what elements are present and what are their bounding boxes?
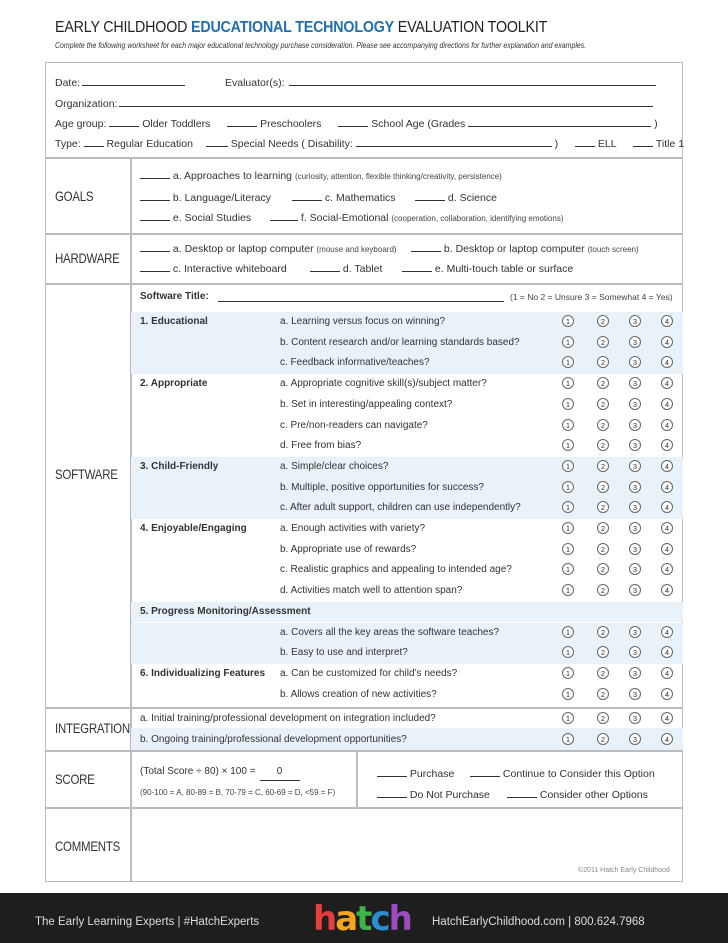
software-row	[131, 685, 683, 706]
software-row	[131, 436, 683, 457]
software-row	[131, 395, 683, 416]
integration-heading: INTEGRATION	[55, 720, 130, 736]
rating-2-option[interactable]: 2	[597, 563, 609, 575]
hardware-b: b. Desktop or laptop computer (touch screen)	[411, 241, 639, 255]
criteria-question: b. Appropriate use of rewards?	[280, 543, 417, 555]
rating-1-option[interactable]: 1	[562, 626, 574, 638]
title1-field[interactable]	[633, 136, 653, 147]
footer-contact[interactable]: HatchEarlyChildhood.com | 800.624.7968	[432, 916, 645, 928]
criteria-question: c. Realistic graphics and appealing to intended age?	[280, 564, 512, 576]
page-title: EARLY CHILDHOOD EDUCATIONAL TECHNOLOGY EVALUATION TOOLKIT	[55, 19, 548, 36]
goals-heading: GOALS	[55, 188, 94, 204]
organization-label: Organization:	[55, 96, 653, 110]
no-purchase-option: Do Not Purchase	[377, 787, 490, 801]
rating-3-option[interactable]: 3	[629, 522, 641, 534]
rating-2-option[interactable]: 2	[597, 688, 609, 700]
criteria-category: 6. Individualizing Features	[140, 667, 266, 679]
integration-question: b. Ongoing training/professional development opportunities?	[140, 734, 407, 745]
logo-letter: c	[370, 899, 389, 939]
rating-1-option[interactable]: 1	[562, 377, 574, 389]
rating-2-option[interactable]: 2	[597, 733, 609, 745]
rating-3-option[interactable]: 3	[629, 563, 641, 575]
hardware-b-field[interactable]	[411, 241, 441, 252]
criteria-question: c. After adult support, children can use independently?	[280, 502, 521, 514]
hardware-e-field[interactable]	[402, 261, 432, 272]
criteria-category: 2. Appropriate	[140, 378, 208, 390]
rating-2-option[interactable]: 2	[597, 356, 609, 368]
rating-2-option[interactable]: 2	[597, 626, 609, 638]
rating-3-option[interactable]: 3	[629, 733, 641, 745]
score-grades: (90-100 = A, 80-89 = B, 70-79 = C, 60-69 = D, <59 = F)	[140, 788, 336, 797]
ell-field[interactable]	[575, 136, 595, 147]
criteria-question: a. Appropriate cognitive skill(s)/subject matter?	[280, 378, 487, 390]
goal-b-field[interactable]	[140, 190, 170, 201]
software-title-field[interactable]	[218, 291, 504, 302]
rating-1-option[interactable]: 1	[562, 398, 574, 410]
criteria-question: a. Covers all the key areas the software teaches?	[280, 626, 500, 638]
rating-1-option[interactable]: 1	[562, 563, 574, 575]
footer-bar	[0, 893, 728, 943]
other-option: Consider other Options	[507, 787, 648, 801]
hardware-d-field[interactable]	[310, 261, 340, 272]
rating-4-option[interactable]: 4	[661, 377, 673, 389]
other-options-field[interactable]	[507, 787, 537, 798]
rating-4-option[interactable]: 4	[661, 501, 673, 513]
criteria-question: d. Free from bias?	[280, 440, 362, 452]
rating-2-option[interactable]: 2	[597, 481, 609, 493]
rating-3-option[interactable]: 3	[629, 688, 641, 700]
rating-2-option[interactable]: 2	[597, 419, 609, 431]
copyright: ©2011 Hatch Early Childhood	[578, 867, 670, 874]
evaluator-field[interactable]	[289, 75, 656, 86]
software-row	[131, 457, 683, 478]
hardware-c-field[interactable]	[140, 261, 170, 272]
software-title-label: Software Title:	[140, 291, 209, 302]
goal-c-field[interactable]	[292, 190, 322, 201]
rating-3-option[interactable]: 3	[629, 356, 641, 368]
hatch-logo	[313, 899, 411, 939]
rating-1-option[interactable]: 1	[562, 439, 574, 451]
comments-heading: COMMENTS	[55, 838, 120, 854]
hardware-heading: HARDWARE	[55, 250, 120, 266]
hardware-c: c. Interactive whiteboard	[140, 261, 287, 275]
rating-2-option[interactable]: 2	[597, 315, 609, 327]
rating-3-option[interactable]: 3	[629, 543, 641, 555]
software-row	[131, 540, 683, 561]
rating-4-option[interactable]: 4	[661, 584, 673, 596]
rating-4-option[interactable]: 4	[661, 563, 673, 575]
rating-4-option[interactable]: 4	[661, 712, 673, 724]
rating-1-option[interactable]: 1	[562, 646, 574, 658]
rating-1-option[interactable]: 1	[562, 501, 574, 513]
rating-1-option[interactable]: 1	[562, 522, 574, 534]
rating-1-option[interactable]: 1	[562, 419, 574, 431]
rating-3-option[interactable]: 3	[629, 336, 641, 348]
date-label: Date:	[55, 75, 185, 89]
hardware-e: e. Multi-touch table or surface	[402, 261, 573, 275]
goal-b: b. Language/Literacy	[140, 190, 271, 204]
rating-3-option[interactable]: 3	[629, 419, 641, 431]
rating-3-option[interactable]: 3	[629, 667, 641, 679]
criteria-question: c. Pre/non-readers can navigate?	[280, 419, 428, 431]
rating-4-option[interactable]: 4	[661, 543, 673, 555]
software-row	[131, 498, 683, 519]
rating-3-option[interactable]: 3	[629, 646, 641, 658]
integration-row	[131, 730, 683, 751]
goal-c: c. Mathematics	[292, 190, 396, 204]
criteria-question: b. Set in interesting/appealing context?	[280, 398, 453, 410]
rating-2-option[interactable]: 2	[597, 543, 609, 555]
software-row	[131, 312, 683, 333]
software-row	[131, 416, 683, 437]
rating-2-option[interactable]: 2	[597, 522, 609, 534]
rating-3-option[interactable]: 3	[629, 460, 641, 472]
rating-2-option[interactable]: 2	[597, 712, 609, 724]
criteria-question: b. Allows creation of new activities?	[280, 688, 437, 700]
rating-2-option[interactable]: 2	[597, 398, 609, 410]
score-value[interactable]: 0	[260, 769, 300, 781]
criteria-question: b. Content research and/or learning standards based?	[280, 336, 520, 348]
rating-2-option[interactable]: 2	[597, 501, 609, 513]
school-age-field[interactable]	[338, 116, 368, 127]
criteria-category: 3. Child-Friendly	[140, 460, 219, 472]
rating-4-option[interactable]: 4	[661, 481, 673, 493]
grades-field[interactable]	[468, 116, 651, 127]
rating-1-option[interactable]: 1	[562, 733, 574, 745]
rating-4-option[interactable]: 4	[661, 667, 673, 679]
rating-2-option[interactable]: 2	[597, 584, 609, 596]
rating-3-option[interactable]: 3	[629, 439, 641, 451]
hardware-a: a. Desktop or laptop computer (mouse and keyboard)	[140, 241, 397, 255]
rating-scale: (1 = No 2 = Unsure 3 = Somewhat 4 = Yes)	[510, 292, 673, 302]
software-row	[131, 519, 683, 540]
criteria-category: 1. Educational	[140, 316, 208, 327]
type-row: Type: Regular Education Special Needs ( Disability: ) ELL Title 1	[55, 138, 685, 150]
goal-e: e. Social Studies	[140, 210, 251, 224]
rating-4-option[interactable]: 4	[661, 336, 673, 348]
rating-1-option[interactable]: 1	[562, 356, 574, 368]
purchase-field[interactable]	[377, 766, 407, 777]
criteria-category: 5. Progress Monitoring/Assessment	[140, 605, 311, 617]
organization-field[interactable]	[119, 96, 653, 107]
rating-4-option[interactable]: 4	[661, 522, 673, 534]
goal-a: a. Approaches to learning (curiosity, attention, flexible thinking/creativity, persistence)	[140, 168, 502, 182]
goal-d: d. Science	[415, 190, 497, 204]
software-row	[131, 374, 683, 395]
rating-3-option[interactable]: 3	[629, 712, 641, 724]
rating-4-option[interactable]: 4	[661, 356, 673, 368]
rating-2-option[interactable]: 2	[597, 667, 609, 679]
rating-1-option[interactable]: 1	[562, 315, 574, 327]
rating-2-option[interactable]: 2	[597, 460, 609, 472]
criteria-category: 4. Enjoyable/Engaging	[140, 523, 247, 534]
goal-a-field[interactable]	[140, 168, 170, 179]
rating-4-option[interactable]: 4	[661, 398, 673, 410]
criteria-question: a. Enough activities with variety?	[280, 523, 426, 534]
criteria-question: b. Multiple, positive opportunities for success?	[280, 481, 484, 493]
rating-3-option[interactable]: 3	[629, 377, 641, 389]
continue-option: Continue to Consider this Option	[470, 766, 655, 780]
criteria-question: d. Activities match well to attention span?	[280, 585, 463, 597]
age-group-row: Age group: Older Toddlers Preschoolers School Age (Grades )	[55, 118, 658, 130]
rating-3-option[interactable]: 3	[629, 315, 641, 327]
score-heading: SCORE	[55, 771, 95, 787]
rating-1-option[interactable]: 1	[562, 667, 574, 679]
software-heading: SOFTWARE	[55, 466, 118, 482]
software-row	[131, 602, 683, 623]
date-field[interactable]	[82, 75, 185, 86]
rating-3-option[interactable]: 3	[629, 481, 641, 493]
goal-f: f. Social-Emotional (cooperation, collaboration, identifying emotions)	[270, 210, 564, 224]
rating-2-option[interactable]: 2	[597, 439, 609, 451]
disability-field[interactable]	[356, 136, 552, 147]
software-row	[131, 333, 683, 354]
rating-4-option[interactable]: 4	[661, 460, 673, 472]
criteria-question: b. Easy to use and interpret?	[280, 647, 408, 659]
preschoolers-field[interactable]	[227, 116, 257, 127]
logo-letter: h	[388, 899, 411, 939]
hardware-a-field[interactable]	[140, 241, 170, 252]
criteria-question: a. Learning versus focus on winning?	[280, 316, 446, 327]
criteria-question: a. Simple/clear choices?	[280, 460, 389, 472]
evaluator-label: Evaluator(s):	[225, 75, 656, 89]
software-row	[131, 353, 683, 374]
logo-letter: a	[335, 899, 357, 939]
regular-ed-field[interactable]	[84, 136, 104, 147]
rating-3-option[interactable]: 3	[629, 501, 641, 513]
rating-1-option[interactable]: 1	[562, 584, 574, 596]
rating-4-option[interactable]: 4	[661, 439, 673, 451]
logo-letter: h	[313, 899, 336, 939]
rating-2-option[interactable]: 2	[597, 377, 609, 389]
integration-row	[131, 709, 683, 730]
rating-1-option[interactable]: 1	[562, 336, 574, 348]
software-row	[131, 560, 683, 581]
special-needs-field[interactable]	[206, 136, 228, 147]
rating-4-option[interactable]: 4	[661, 419, 673, 431]
software-row	[131, 643, 683, 664]
software-row	[131, 478, 683, 499]
software-row	[131, 623, 683, 644]
score-formula: (Total Score ÷ 80) × 100 = 0	[140, 766, 300, 781]
software-row	[131, 581, 683, 602]
rating-1-option[interactable]: 1	[562, 688, 574, 700]
rating-4-option[interactable]: 4	[661, 626, 673, 638]
rating-3-option[interactable]: 3	[629, 398, 641, 410]
criteria-question: a. Can be customized for child’s needs?	[280, 667, 458, 679]
rating-1-option[interactable]: 1	[562, 712, 574, 724]
criteria-question: c. Feedback informative/teaches?	[280, 357, 430, 369]
rating-1-option[interactable]: 1	[562, 481, 574, 493]
rating-3-option[interactable]: 3	[629, 626, 641, 638]
purchase-option: Purchase	[377, 766, 454, 780]
logo-letter: t	[356, 899, 371, 939]
goal-d-field[interactable]	[415, 190, 445, 201]
no-purchase-field[interactable]	[377, 787, 407, 798]
goal-f-field[interactable]	[270, 210, 298, 221]
rating-1-option[interactable]: 1	[562, 460, 574, 472]
rating-4-option[interactable]: 4	[661, 733, 673, 745]
rating-4-option[interactable]: 4	[661, 315, 673, 327]
integration-question: a. Initial training/professional development on integration included?	[140, 713, 436, 724]
footer-tagline: The Early Learning Experts | #HatchExperts	[35, 916, 260, 928]
page-subtitle: Complete the following worksheet for each major educational technology purchase consideration. Please see accompanying directions for further explanation and examples.	[55, 41, 587, 50]
rating-1-option[interactable]: 1	[562, 543, 574, 555]
goal-e-field[interactable]	[140, 210, 170, 221]
hardware-d: d. Tablet	[310, 261, 382, 275]
rating-2-option[interactable]: 2	[597, 646, 609, 658]
rating-4-option[interactable]: 4	[661, 646, 673, 658]
rating-4-option[interactable]: 4	[661, 688, 673, 700]
rating-3-option[interactable]: 3	[629, 584, 641, 596]
older-toddlers-field[interactable]	[109, 116, 139, 127]
rating-2-option[interactable]: 2	[597, 336, 609, 348]
software-row	[131, 664, 683, 685]
continue-field[interactable]	[470, 766, 500, 777]
